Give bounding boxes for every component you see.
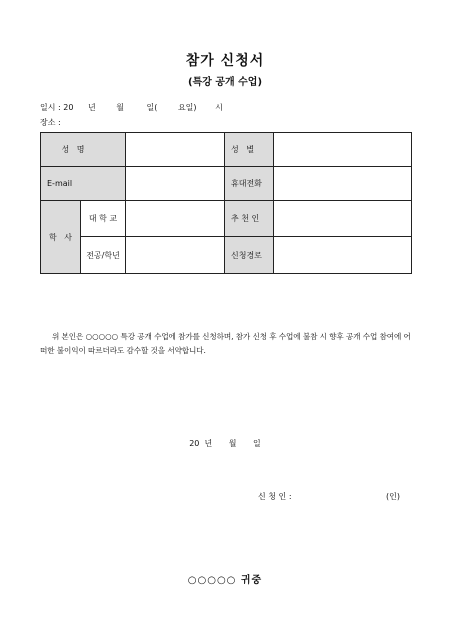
email-field[interactable] — [126, 167, 225, 201]
route-field[interactable] — [274, 237, 412, 274]
table-row — [41, 201, 412, 237]
applicant-seal: (인) — [386, 492, 400, 501]
referrer-label: 추 천 인 — [225, 201, 274, 237]
schedule-weekday: 요일) — [177, 103, 197, 112]
recipient-footer: ○○○○○ 귀중 — [187, 575, 263, 586]
table-row — [41, 167, 412, 201]
form-title: 참가 신청서 — [185, 53, 265, 69]
schedule-day: 일( — [146, 103, 158, 112]
referrer-field[interactable] — [274, 201, 412, 237]
schedule-hour: 시 — [215, 103, 223, 112]
academic-label: 학 사 — [41, 201, 81, 274]
place-line — [40, 117, 61, 128]
schedule-line — [40, 102, 223, 113]
application-table — [40, 132, 412, 274]
phone-field[interactable] — [274, 167, 412, 201]
gender-field[interactable] — [274, 133, 412, 167]
major-field[interactable] — [126, 237, 225, 274]
date-year: 20 년 — [189, 439, 213, 448]
table-row — [41, 237, 412, 274]
schedule-month: 월 — [116, 103, 124, 112]
form-subtitle: (특강 공개 수업) — [187, 77, 263, 88]
schedule-year: 년 — [87, 103, 96, 112]
email-label: E-mail — [41, 167, 126, 201]
pledge-text: 위 본인은 ○○○○○ 특강 공개 수업에 참가를 신청하며, 참가 신청 후 수업에 불참 시 향후 공개 수업 참여에 어떠한 불이익이 따르더라도 감수할 것을 서약합니다. — [40, 332, 411, 355]
table-row — [41, 133, 412, 167]
university-label: 대 학 교 — [81, 201, 126, 237]
date-day: 일 — [253, 439, 261, 448]
signature-date — [0, 438, 450, 449]
gender-label: 성 별 — [225, 133, 274, 167]
major-label: 전공/학년 — [81, 237, 126, 274]
route-label: 신청경로 — [225, 237, 274, 274]
place-label: 장소 : — [40, 118, 61, 127]
schedule-prefix: 일시 : 20 — [40, 103, 74, 112]
university-field[interactable] — [126, 201, 225, 237]
name-label: 성 명 — [41, 133, 126, 167]
name-field[interactable] — [126, 133, 225, 167]
phone-label: 휴대전화 — [225, 167, 274, 201]
applicant-label: 신 청 인 : — [258, 492, 292, 501]
date-month: 월 — [228, 439, 237, 448]
